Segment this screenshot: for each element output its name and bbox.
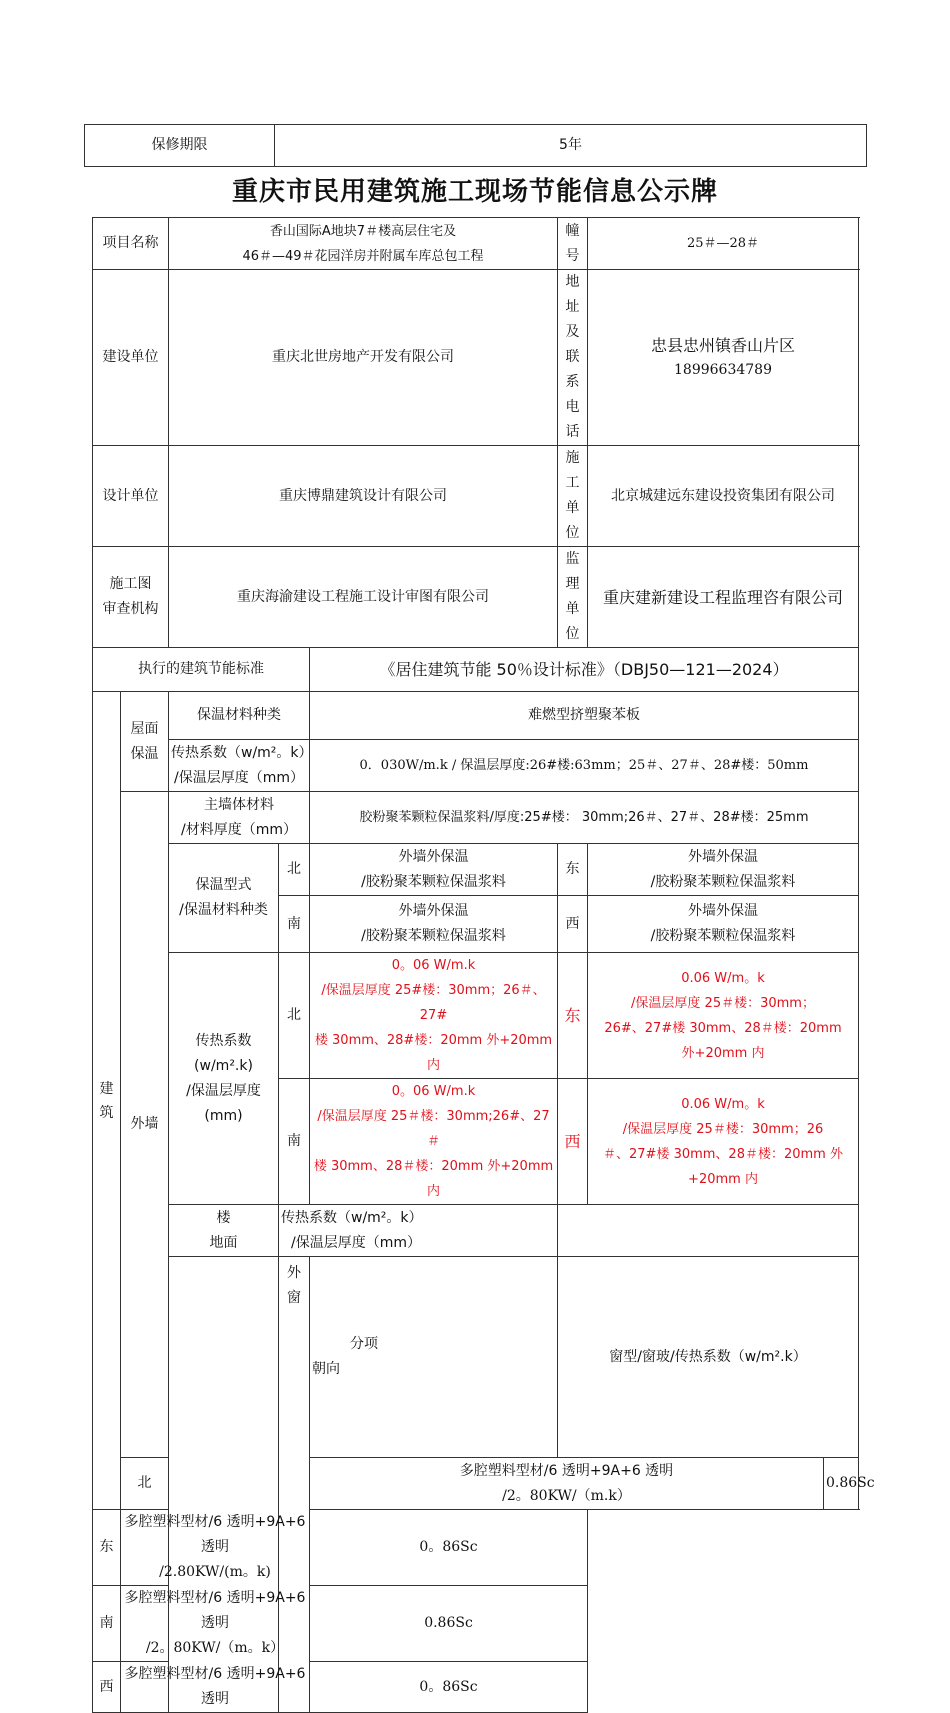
wall-coef-east-3: 26#、27#楼 30mm、28＃楼：20mm (604, 1020, 842, 1036)
roof-material-value: 难燃型挤塑聚苯板 (310, 692, 859, 740)
warranty-label: 保修期限 (85, 125, 275, 167)
window-orient: 西 (93, 1662, 121, 1713)
building-label (93, 692, 121, 1510)
wall-coef-east-4: 外+20mm 内 (681, 1045, 765, 1061)
window-type-line1: 多腔塑料型材/6 透明+9A+6 透明 (124, 1514, 306, 1555)
roof-coef-label-2: /保温层厚度（mm） (174, 769, 304, 786)
window-type (121, 1510, 310, 1586)
standard-row (93, 648, 859, 692)
wall-main-value: 胶粉聚苯颗粒保温浆料/厚度:25#楼： 30mm;26＃、27＃、28#楼：25mm (310, 792, 859, 844)
window-orient: 东 (93, 1510, 121, 1586)
window-orient: 南 (93, 1586, 121, 1662)
wall-coef-north-3: 楼 30mm、28#楼：20mm 外+20mm 内 (314, 1033, 553, 1073)
roof-coef-label (169, 740, 313, 792)
review-label-line1: 施工图 (109, 576, 152, 592)
phone-text: 18996634789 (674, 361, 772, 378)
building-no-value-text: 25＃—28＃ (686, 236, 760, 251)
building-no-label (558, 218, 588, 270)
project-name-value (169, 218, 558, 270)
wall-type-row-1 (93, 844, 859, 896)
wall-type-south-line1: 外墙外保温 (398, 903, 469, 919)
project-name-line1: 香山国际A地块7＃楼高层住宅及 (269, 223, 457, 239)
wall-type-south-value (310, 896, 558, 953)
window-row (93, 1586, 859, 1662)
label-line-1: 监理单位 (565, 551, 580, 642)
designer-value: 重庆博鼎建筑设计有限公司 (169, 446, 558, 547)
wall-coef-west-value (588, 1079, 859, 1205)
developer-row (93, 270, 859, 446)
wall-main-row (93, 792, 859, 844)
floor-coef-label-1: 传热系数（w/m²。k） (281, 1209, 423, 1226)
designer-label: 设计单位 (93, 446, 169, 547)
window-header-orient: 朝向 (312, 1361, 340, 1377)
window-header-type: 窗型/窗玻/传热系数（w/m².k） (558, 1257, 859, 1458)
floor-label-2: 地面 (209, 1234, 238, 1251)
wall-coef-label-1: 传热系数(w/m².k) (194, 1032, 253, 1074)
window-header-item: 分项 (350, 1336, 378, 1352)
wall-coef-north-label: 北 (279, 953, 310, 1079)
developer-value: 重庆北世房地产开发有限公司 (169, 270, 558, 446)
window-shade: 0。86Sc (310, 1510, 588, 1586)
floor-label-1: 楼 (216, 1209, 231, 1226)
floor-row (93, 1205, 859, 1257)
wall-type-label (169, 844, 279, 953)
wall-type-west-value (588, 896, 859, 953)
wall-coef-south-2: /保温层厚度 25＃楼：30mm;26#、27＃ (317, 1109, 550, 1149)
review-label-line2: 审查机构 (102, 601, 159, 617)
address-label (558, 270, 588, 446)
wall-coef-north-2: /保温层厚度 25#楼：30mm；26＃、27# (321, 983, 546, 1023)
standard-label: 执行的建筑节能标准 (93, 648, 310, 692)
warranty-table (84, 124, 867, 167)
roof-label-1: 屋面 (130, 720, 159, 737)
project-name-label: 项目名称 (93, 218, 169, 270)
warranty-value: 5年 (275, 125, 867, 167)
wall-type-east-line2: /胶粉聚苯颗粒保温浆料 (650, 873, 796, 890)
window-header-corner (310, 1257, 558, 1458)
wall-type-east-label: 东 (558, 844, 588, 896)
roof-coef-label-1: 传热系数（w/m²。k） (171, 744, 313, 761)
window-row (93, 1510, 859, 1586)
roof-coef-row (93, 740, 859, 792)
window-type (310, 1458, 824, 1510)
wall-coef-south-1: 0。06 W/m.k (391, 1084, 476, 1099)
roof-coef-value: 0．030W/m.k / 保温层厚度:26#楼:63mm；25＃、27＃、28#楼：50mm (310, 740, 859, 792)
window-type-line1: 多腔塑料型材/6 透明+9A+6 透明 (124, 1666, 306, 1707)
roof-material-row (93, 692, 859, 740)
wall-coef-label (169, 953, 279, 1205)
wall-coef-east-2: /保温层厚度 25＃楼：30mm； (631, 995, 815, 1011)
window-type-line2: /2。80KW/（m。k） (145, 1640, 285, 1656)
wall-type-east-value (588, 844, 859, 896)
roof-material-label: 保温材料种类 (169, 692, 310, 740)
label-line-1: 地址及 (565, 274, 580, 340)
wall-coef-east-1: 0.06 W/m。k (681, 970, 765, 986)
wall-coef-west-label: 西 (558, 1079, 588, 1205)
wall-coef-west-1: 0.06 W/m。k (681, 1096, 765, 1112)
window-shade: 0.86Sc (310, 1586, 588, 1662)
floor-coef-label-2: /保温层厚度（mm） (291, 1234, 421, 1251)
window-label: 外窗 (279, 1257, 310, 1713)
wall-coef-east-value (588, 953, 859, 1079)
address-value (588, 270, 859, 446)
wall-coef-west-2: /保温层厚度 25＃楼：30mm；26 (622, 1121, 824, 1137)
wall-type-east-line1: 外墙外保温 (688, 848, 758, 865)
window-type-line1: 多腔塑料型材/6 透明+9A+6 透明 (459, 1462, 674, 1479)
window-header-row (93, 1257, 859, 1458)
review-value: 重庆海渝建设工程施工设计审图有限公司 (169, 547, 558, 648)
window-type-line1: 多腔塑料型材/6 透明+9A+6 透明 (124, 1590, 306, 1631)
wall-coef-north-1: 0。06 W/m.k (391, 958, 476, 973)
floor-label (169, 1205, 279, 1257)
wall-label: 外墙 (121, 792, 169, 1458)
project-name-line2: 46＃—49＃花园洋房并附属车库总包工程 (242, 248, 484, 264)
window-type (121, 1586, 310, 1662)
wall-coef-row-1 (93, 953, 859, 1079)
building-label-1: 建 (99, 1080, 114, 1097)
building-no-value (588, 218, 859, 270)
wall-main-label (169, 792, 310, 844)
contractor-label (558, 446, 588, 547)
roof-label (121, 692, 169, 792)
wall-type-label-2: /保温材料种类 (179, 902, 268, 918)
label-line-2: 联系电话 (565, 349, 580, 440)
wall-coef-label-2: /保温层厚度(mm) (186, 1082, 261, 1124)
wall-type-north-value (310, 844, 558, 896)
wall-coef-north-value (310, 953, 558, 1079)
wall-type-label-1: 保温型式 (195, 877, 252, 893)
window-row (93, 1662, 859, 1713)
window-orient: 北 (121, 1458, 169, 1510)
wall-coef-east-label: 东 (558, 953, 588, 1079)
wall-coef-south-3: 楼 30mm、28＃楼：20mm 外+20mm 内 (313, 1159, 554, 1199)
developer-label: 建设单位 (93, 270, 169, 446)
wall-type-north-line1: 外墙外保温 (398, 848, 469, 865)
label-line-1: 施工单位 (565, 450, 580, 541)
label-line-1: 幢号 (565, 222, 580, 264)
designer-row (93, 446, 859, 547)
review-row (93, 547, 859, 648)
standard-value: 《居住建筑节能 50％设计标准》（DBJ50—121—2024） (310, 648, 859, 692)
floor-coef-label (279, 1205, 558, 1257)
floor-coef-value (558, 1205, 859, 1257)
review-label (93, 547, 169, 648)
wall-coef-south-label: 南 (279, 1079, 310, 1205)
window-type (121, 1662, 310, 1713)
supervisor-value: 重庆建新建设工程监理咨有限公司 (588, 547, 859, 648)
wall-coef-west-4: +20mm 内 (688, 1171, 758, 1187)
wall-main-label-1: 主墙体材料 (204, 796, 274, 813)
wall-type-north-label: 北 (279, 844, 310, 896)
window-type-line2: /2.80KW/(m。k) (159, 1564, 271, 1580)
wall-type-south-line2: /胶粉聚苯颗粒保温浆料 (361, 928, 506, 944)
roof-label-2: 保温 (130, 745, 159, 762)
window-shade: 0。86Sc (310, 1662, 588, 1713)
address-text: 忠县忠州镇香山片区 (650, 335, 795, 355)
building-label-2: 筑 (99, 1104, 114, 1121)
window-shade: 0.86Sc (824, 1458, 859, 1510)
wall-type-north-line2: /胶粉聚苯颗粒保温浆料 (361, 873, 506, 890)
supervisor-label (558, 547, 588, 648)
wall-coef-west-3: ＃、27#楼 30mm、28＃楼：20mm 外 (603, 1146, 843, 1162)
window-type-line2: /2。80KW/（m.k） (502, 1487, 631, 1504)
wall-type-south-label: 南 (279, 896, 310, 953)
energy-info-table (92, 217, 875, 1713)
wall-coef-south-value (310, 1079, 558, 1205)
wall-type-west-line2: /胶粉聚苯颗粒保温浆料 (650, 928, 796, 944)
contractor-value: 北京城建远东建设投资集团有限公司 (588, 446, 859, 547)
project-name-row (93, 218, 859, 270)
wall-main-label-2: /材料厚度（mm） (181, 821, 297, 838)
wall-type-west-line1: 外墙外保温 (688, 903, 758, 919)
page-title: 重庆市民用建筑施工现场节能信息公示牌 (231, 177, 718, 207)
wall-type-west-label: 西 (558, 896, 588, 953)
